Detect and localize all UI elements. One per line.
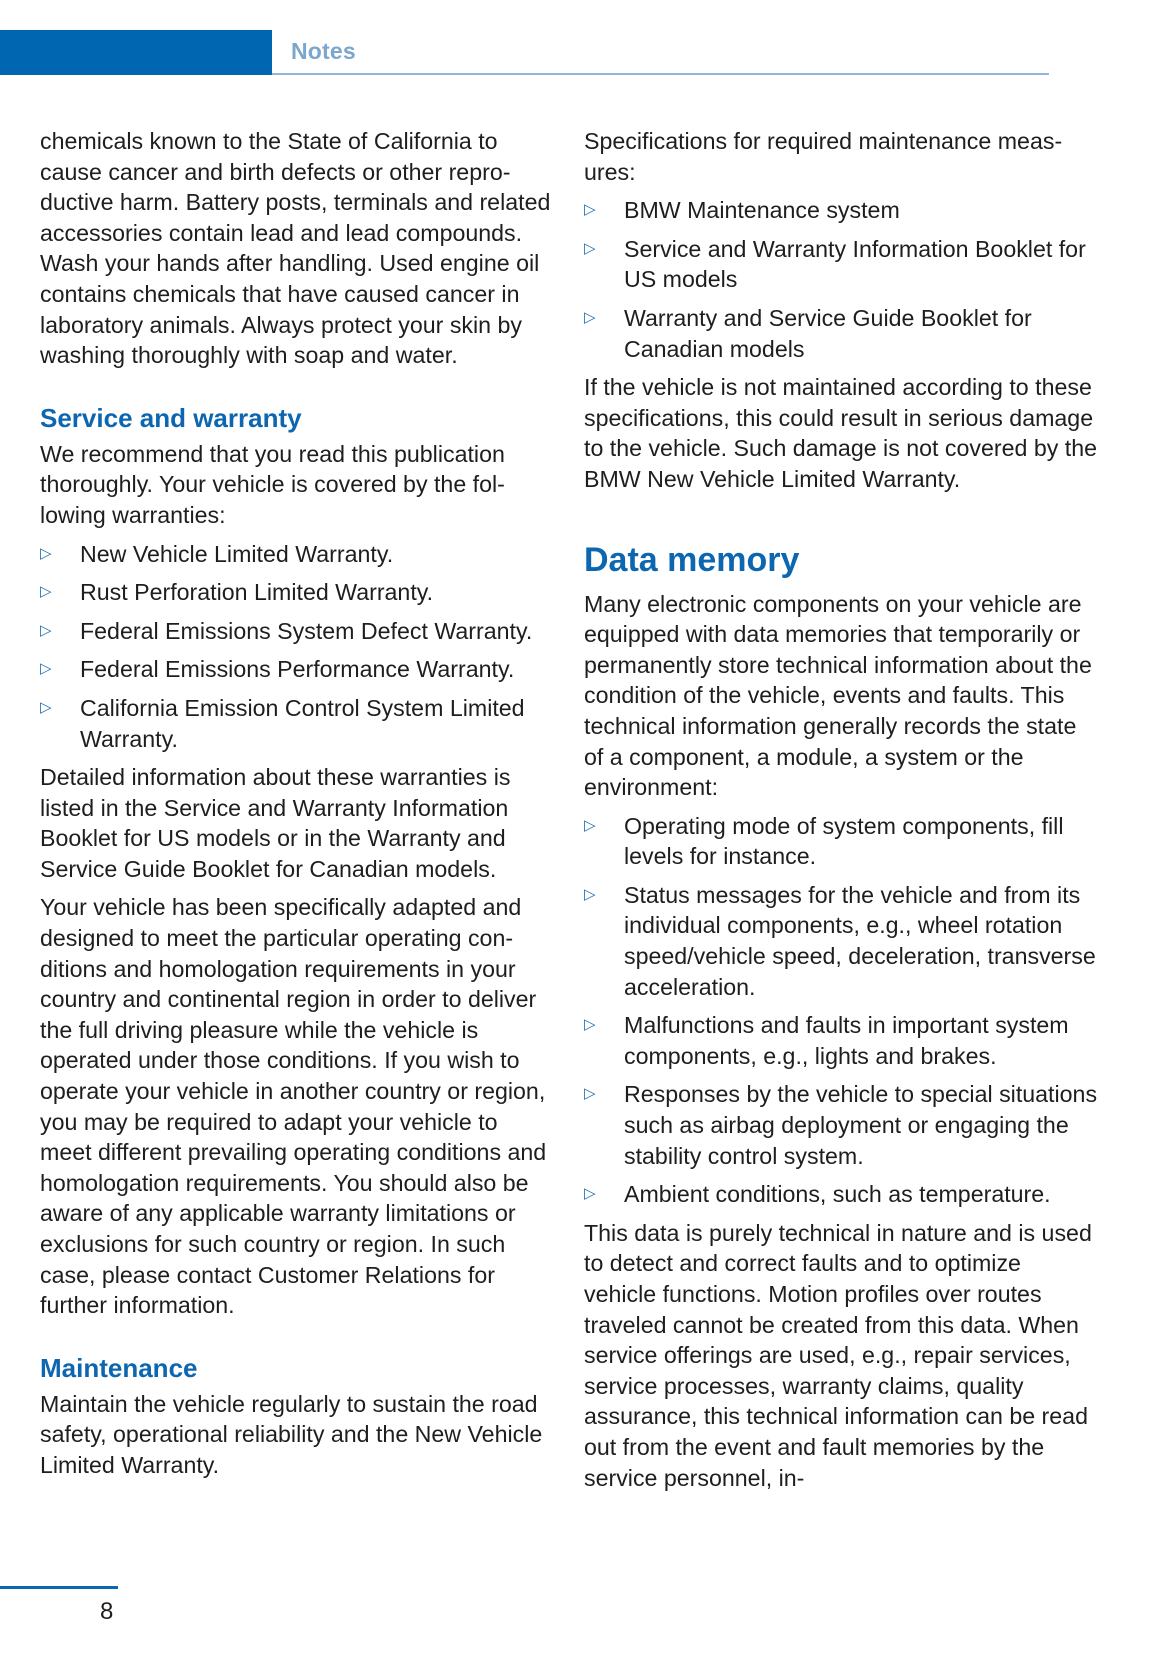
list-item: ▷ Malfunctions and faults in important system components, e.g., lights and brakes.	[584, 1012, 1069, 1069]
list-item: ▷ Responses by the vehicle to special situations such as airbag deployment or engaging the stability control system.	[584, 1081, 1098, 1169]
footer-divider	[0, 1586, 118, 1589]
data-memory-heading: Data memory	[584, 540, 800, 579]
triangle-bullet-icon: ▷	[584, 1085, 596, 1103]
data-memory-list	[584, 811, 1099, 1210]
page-number: 8	[100, 1598, 114, 1625]
triangle-bullet-icon: ▷	[584, 308, 596, 326]
specs-list	[584, 195, 1099, 364]
warranty-list	[40, 539, 555, 755]
warranty-detail-paragraph: Detailed information about these warranties is listed in the Service and Warranty Information Booklet for US models or in the Warranty and Service Guide Booklet for Canadian models.	[40, 764, 511, 882]
triangle-bullet-icon: ▷	[40, 698, 52, 716]
list-item: ▷ Operating mode of system components, fill levels for instance.	[584, 812, 1064, 870]
data-memory-closing-paragraph: This data is purely technical in nature and is used to detect and correct faults and to optimize vehicle functions. Motion profiles over routes traveled cannot be created from this data. When service offerings are used, e.g., repair services, service processes, warranty claims, quality assurance, this technical information can be read out from the event and fault memories by the service personnel, in-	[584, 1219, 1092, 1491]
list-item: ▷ Federal Emissions Performance Warranty.	[40, 654, 555, 685]
list-item: ▷ Warranty and Service Guide Booklet for Canadian models	[584, 304, 1032, 362]
maintenance-paragraph: Maintain the vehicle regularly to sustain the road safety, operational reliability and the New Vehicle Limited Warranty.	[40, 1390, 543, 1478]
triangle-bullet-icon: ▷	[40, 544, 52, 562]
right-column	[584, 126, 1099, 1501]
list-item: ▷ BMW Maintenance system	[584, 195, 1099, 226]
left-column	[40, 126, 555, 1489]
list-item: ▷ Status messages for the vehicle and from its individual components, e.g., wheel rotation speed/vehicle speed, deceleration, transverse acceleration.	[584, 881, 1096, 1000]
triangle-bullet-icon: ▷	[584, 1185, 596, 1203]
triangle-bullet-icon: ▷	[584, 239, 596, 257]
list-item: ▷ Federal Emissions System Defect Warranty.	[40, 616, 555, 647]
list-item: ▷ Ambient conditions, such as temperature.	[584, 1179, 1099, 1210]
vehicle-adaptation-paragraph: Your vehicle has been specifically adapted and designed to meet the particular operating conditions and homologation requirements in your country and continental region in order to deliver the full driving pleasure while the vehicle is operated under those conditions. If you wish to operate your vehicle in another country or region, you may be required to adapt your vehicle to meet different prevailing operating conditions and homologation requirements. You should also be aware of any applicable warranty limitations or exclusions for such country or region. In such case, please contact Customer Relations for further information.	[40, 894, 547, 1319]
california-warning-paragraph: chemicals known to the State of California to cause cancer and birth defects or other reproductive harm. Battery posts, terminals and related accessories contain lead and lead compounds. Wash your hands after handling. Used engine oil contains chemicals that have caused cancer in laboratory animals. Always protect your skin by washing thoroughly with soap and water.	[40, 128, 551, 369]
header-divider	[272, 73, 1049, 75]
specs-consequence-paragraph: If the vehicle is not maintained according to these specifications, this could result in serious damage to the vehicle. Such damage is not covered by the BMW New Vehicle Limited Warranty.	[584, 374, 1098, 492]
triangle-bullet-icon: ▷	[40, 621, 52, 639]
service-warranty-heading: Service and warranty	[40, 402, 302, 433]
triangle-bullet-icon: ▷	[584, 1016, 596, 1034]
data-memory-intro: Many electronic components on your vehicle are equipped with data memories that temporarily or permanently store technical information about the condition of the vehicle, events and faults. This technical information generally records the state of a component, a module, a system or the environment:	[584, 590, 1092, 801]
list-item: ▷ California Emission Control System Limited Warranty.	[40, 694, 525, 752]
triangle-bullet-icon: ▷	[584, 885, 596, 903]
list-item: ▷ Rust Perforation Limited Warranty.	[40, 577, 555, 608]
triangle-bullet-icon: ▷	[40, 660, 52, 678]
triangle-bullet-icon: ▷	[40, 583, 52, 601]
specs-intro: Specifications for required maintenance measures:	[584, 128, 1063, 185]
list-item: ▷ Service and Warranty Information Booklet for US models	[584, 235, 1086, 293]
section-title: Notes	[291, 38, 356, 64]
triangle-bullet-icon: ▷	[584, 816, 596, 834]
triangle-bullet-icon: ▷	[584, 201, 596, 219]
list-item: ▷ New Vehicle Limited Warranty.	[40, 539, 555, 570]
service-warranty-intro: We recommend that you read this publication thoroughly. Your vehicle is covered by the following warranties:	[40, 440, 505, 528]
header-accent-bar	[0, 30, 272, 75]
maintenance-heading: Maintenance	[40, 1352, 198, 1383]
